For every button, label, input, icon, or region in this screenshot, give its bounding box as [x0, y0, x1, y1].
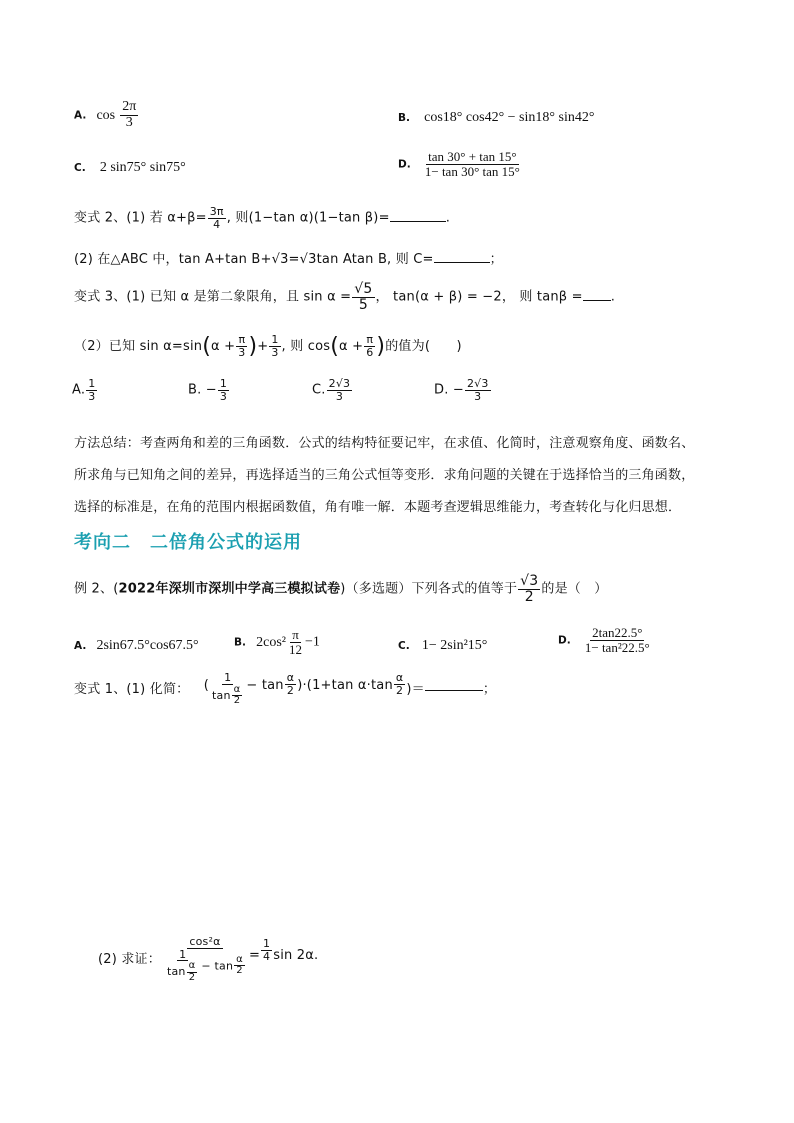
example2-option-c[interactable]: C. 1− 2sin²15°	[398, 638, 488, 653]
variant1-part1: 变式 1、(1) 化简： ( 1 tan $\frac{\alpha}{2}$ − tan $\frac{\alpha}{2}$ )·(1+tan α·tan $\frac{\alpha}{2}$ )＝ ；	[74, 671, 497, 707]
answer-blank[interactable]	[425, 678, 483, 691]
method-summary-line1: 方法总结：考查两角和差的三角函数．公式的结构特征要记牢，在求值、化简时，注意观察角度、函数名、	[74, 436, 695, 451]
proof-statement: (2) 求证： cos²α 1 tan $\frac{\alpha}{2}$ − tan $\frac{\alpha}{2}$ = $\frac{1}{4}$ sin 2α.	[98, 935, 319, 983]
section-heading: 考向二 二倍角公式的运用	[74, 532, 302, 553]
fraction: $\frac{2\pi}{3}$	[122, 99, 137, 130]
variant3-option-c[interactable]: C. $\frac{2√3}{3}$	[312, 377, 351, 403]
variant3-option-a[interactable]: A. $\frac{1}{3}$	[72, 377, 96, 403]
fraction: $\frac{1}{3}$	[88, 377, 96, 403]
variant2-part2: (2) 在△ABC 中，tan A+tan B+√3=√3tan Atan B, 则 C= ；	[74, 252, 503, 267]
method-summary-line2: 所求角与已知角之间的差异，再选择适当的三角公式恒等变形．求角问题的关键在于选择恰当的三角函数，	[74, 468, 695, 483]
variant3-part1: 变式 3、(1) 已知 α 是第二象限角，且 sin α = $\frac{√5}{5}$ ， tan(α + β) = −2， 则 tanβ = .	[74, 281, 616, 313]
option-label: A.	[74, 109, 87, 122]
fraction: $\frac{√3}{2}$	[520, 573, 539, 605]
fraction: $\frac{\alpha}{2}$	[395, 671, 404, 697]
fraction: $\frac{2√3}{3}$	[466, 377, 489, 403]
option-label: C.	[74, 162, 86, 174]
option-expr: cos18° cos42° − sin18° sin42°	[424, 110, 595, 125]
answer-blank[interactable]	[583, 288, 611, 301]
example2-stem: 例 2、(2022年深圳市深圳中学高三模拟试卷)（多选题）下列各式的值等于 $\frac{√3}{2}$ 的是（ ）	[74, 573, 608, 605]
fraction: $\frac{1}{3}$	[271, 333, 279, 359]
example2-option-b[interactable]: B. 2cos² $\frac{\pi}{12}$ −1	[234, 627, 320, 657]
variant3-part2: （2）已知 sin α=sin(α + $\frac{\pi}{3}$ )+ $\frac{1}{3}$ , 则 cos(α + $\frac{\pi}{6}$ )的值为( )	[74, 333, 462, 359]
fraction: $\frac{3\pi}{4}$	[209, 205, 224, 231]
fraction: $\frac{2\tan 22.5^\circ}{\text{1− tan²22.5°}}$	[584, 625, 650, 655]
option-label: B.	[398, 112, 410, 124]
variant2-part1: 变式 2、(1) 若 α+β= $\frac{3\pi}{4}$ , 则(1−tan α)(1−tan β)= .	[74, 205, 451, 231]
fraction: $\frac{√5}{5}$	[354, 281, 373, 313]
option-expr: cos	[96, 107, 116, 123]
q1-option-c	[74, 160, 186, 176]
method-summary-line3: 选择的标准是，在角的范围内根据函数值，角有唯一解．本题考查逻辑思维能力，考查转化与化归思想．	[74, 500, 682, 515]
example2-source: 2022年深圳市深圳中学高三模拟试卷	[118, 581, 341, 597]
fraction: $\frac{2√3}{3}$	[328, 377, 351, 403]
answer-blank[interactable]	[434, 250, 490, 263]
fraction: $\frac{\alpha}{2}$	[286, 671, 295, 697]
fraction: $\frac{\pi}{12}$	[289, 627, 302, 657]
answer-blank[interactable]	[390, 209, 446, 222]
variant3-option-d[interactable]: D. − $\frac{2√3}{3}$	[434, 377, 489, 403]
fraction: $\frac{\pi}{3}$	[238, 333, 246, 359]
option-label: D.	[398, 158, 411, 171]
fraction: $\frac{1}{4}$	[263, 937, 271, 963]
q1-option-d	[398, 150, 523, 178]
example2-option-a[interactable]: A. 2sin67.5°cos67.5°	[74, 638, 199, 653]
variant3-option-b[interactable]: B. − $\frac{1}{3}$	[188, 377, 228, 403]
q1-option-b	[398, 110, 594, 126]
option-expr: 2 sin75° sin75°	[99, 160, 186, 175]
q1-option-a	[74, 100, 139, 130]
example2-option-d[interactable]: D. $\frac{2\tan 22.5^\circ}{\text{1− tan²22.5°}}$	[558, 625, 650, 655]
fraction: cos²α 1 tan $\frac{\alpha}{2}$ − tan $\frac{\alpha}{2}$	[166, 935, 243, 983]
fraction: 1 tan $\frac{\alpha}{2}$	[211, 671, 241, 707]
fraction: $\frac{1}{3}$	[219, 377, 228, 403]
fraction: $\frac{\pi}{6}$	[366, 333, 374, 359]
fraction: $\frac{\tan 30^\circ + \tan 15^\circ}{1- \tan 30^\circ \tan 15^\circ}$	[424, 149, 520, 179]
